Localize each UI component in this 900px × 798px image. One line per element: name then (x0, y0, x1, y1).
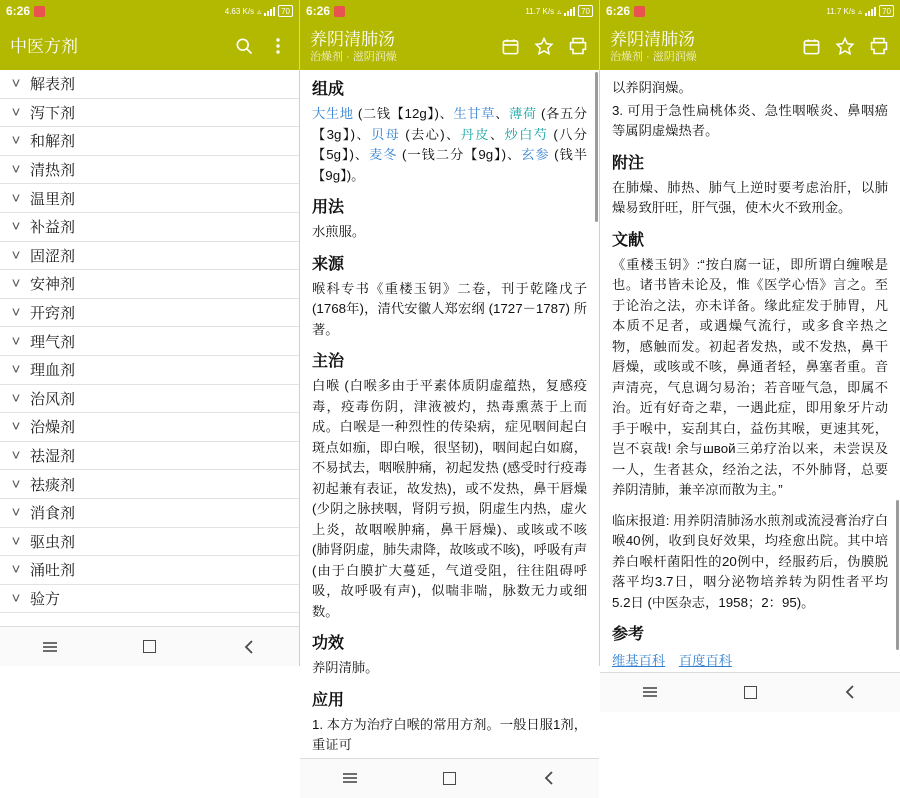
sidebar-item-label: 解表剂 (30, 76, 76, 94)
home-square-icon[interactable] (129, 633, 169, 661)
sidebar-item-label: 补益剂 (30, 219, 76, 237)
chevron-down-icon: ˅ (11, 532, 21, 550)
system-nav-bar (0, 626, 299, 666)
composition-text: (钱半【9g】)。 (312, 147, 587, 183)
literature-text: 《重楼玉钥》:“按白腐一证，即所谓白缠喉是也。诸书皆未论及，惟《医学心悟》言之。至于论治之法，亦未详备。缘此症发于肺胃，凡本质不足者，或遇燥气流行，或多食辛热之物，感触而发。初起者发热，或不发热，鼻干唇燥，或咳或不咳，鼻通者轻，鼻塞者重。音声清亮，气息调匀易治；若音哑气急，即属不治。近有好奇之辈，一遇此症，即用象牙片动手于喉中，妄刮其白，益伤其喉，更速其死，岂不哀哉! 余与швой三弟疗治以来，未尝误及一人，生者甚众，经治之法，不外肺肾，总要养阴清肺，兼辛凉而散为主。” (612, 256, 888, 497)
section-heading-reference: 参考 (612, 626, 645, 643)
system-nav-bar (300, 758, 599, 798)
application-item-3: 3. 可用于急性扁桃体炎、急性咽喉炎、鼻咽癌等属阴虚燥热者。 (612, 102, 888, 138)
panel-formula-detail-top (300, 0, 600, 752)
status-clock: 6:26 (306, 4, 331, 18)
lead-text: 以养阴润燥。 (612, 80, 692, 95)
chevron-down-icon: ˅ (11, 75, 21, 93)
calendar-icon[interactable] (499, 35, 521, 57)
chevron-down-icon: ˅ (11, 103, 21, 121)
home-square-icon[interactable] (429, 764, 469, 792)
herb-link[interactable]: 丹皮 (460, 126, 490, 142)
panel-formula-detail-bottom (600, 0, 900, 666)
section-heading-source: 来源 (312, 255, 345, 273)
chevron-down-icon: ˅ (11, 561, 21, 579)
chevron-down-icon: ˅ (11, 447, 21, 465)
battery-level-label: 70 (882, 7, 891, 16)
section-heading-literature: 文献 (612, 231, 645, 249)
sidebar-item-label: 理气剂 (30, 333, 76, 351)
page-subtitle: 治燥剂 · 滋阴润燥 (310, 50, 397, 63)
status-bar (600, 0, 900, 22)
status-clock: 6:26 (6, 4, 31, 18)
category-list[interactable] (0, 70, 299, 626)
app-bar-titles (10, 36, 233, 57)
sidebar-item-16[interactable] (0, 528, 299, 557)
back-chevron-icon[interactable] (529, 764, 569, 792)
composition-text: (二钱【12g】)、 (353, 106, 454, 121)
signal-bars-icon (564, 6, 575, 16)
status-bar (300, 0, 599, 22)
herb-link[interactable]: 大生地 (312, 106, 354, 121)
vertical-scrollbar[interactable] (896, 500, 899, 650)
chevron-down-icon: ˅ (11, 475, 21, 493)
wifi-icon: ▵ (257, 6, 262, 16)
reference-link-baidu[interactable]: 百度百科 (678, 653, 733, 668)
chevron-down-icon: ˅ (11, 389, 21, 407)
sidebar-item-label: 涌吐剂 (30, 562, 76, 580)
sidebar-item-11[interactable] (0, 385, 299, 414)
panel-formula-list (0, 0, 300, 666)
indications-text: 白喉 (白喉多由于平素体质阴虚蕴热，复感疫毒，疫毒伤阴，津液被灼，热毒熏蒸于上而成。白喉是一种烈性的传染病，症见咽间起白斑点如痂，即白喉，很坚韧)，咽间起白如腐，不易拭去，咽喉肿痛，初起发热 (感受时行疫毒初起兼有表证，故发热)，或不发热，鼻干唇燥 (少阴之脉挟咽，肾阴亏损，阴虚生内热，虚火上炎，故咽喉肿痛，鼻干唇燥)、或咳或不咳 (肺肾阴虚，肺失肃降，故咳或不咳)，呼吸有声 (由于白膜扩大蔓延，气道受阻，往往阻碍呼吸，故呼吸有声)，似喘非喘，脉数无力或细数。 (312, 378, 587, 619)
detail-content[interactable] (600, 70, 900, 672)
app-bar-actions (233, 35, 289, 57)
alarm-square-icon (334, 6, 345, 17)
star-outline-icon[interactable] (533, 35, 555, 57)
sidebar-item-7[interactable] (0, 270, 299, 299)
chevron-down-icon: ˅ (11, 218, 21, 236)
herb-link[interactable]: 炒白芍 (504, 126, 549, 142)
more-vertical-icon[interactable] (267, 35, 289, 57)
chevron-down-icon: ˅ (11, 275, 21, 293)
battery-indicator (278, 5, 293, 17)
network-rate-label: 4.63 K/s (224, 6, 255, 16)
status-bar (0, 0, 299, 22)
app-bar-titles (610, 29, 800, 64)
section-heading-effect: 功效 (312, 635, 345, 652)
signal-bars-icon (264, 6, 275, 16)
wifi-icon: ▵ (858, 6, 863, 16)
app-title: 中医方剂 (10, 36, 78, 56)
usage-text: 水煎服。 (312, 224, 366, 239)
sidebar-item-label: 祛湿剂 (30, 448, 76, 466)
star-outline-icon[interactable] (834, 35, 856, 57)
sidebar-item-9[interactable] (0, 327, 299, 356)
sidebar-item-2[interactable] (0, 127, 299, 156)
app-bar-main (0, 22, 299, 70)
chevron-down-icon: ˅ (11, 189, 21, 207)
sidebar-item-label: 治燥剂 (30, 419, 76, 437)
sidebar-item-label: 安神剂 (30, 276, 76, 294)
chevron-down-icon: ˅ (11, 589, 21, 607)
detail-content[interactable] (300, 70, 599, 758)
back-chevron-icon[interactable] (229, 633, 269, 661)
app-bar-actions (800, 35, 890, 57)
sidebar-item-label: 和解剂 (30, 133, 76, 151)
chevron-down-icon: ˅ (11, 132, 21, 150)
system-nav-bar (600, 672, 900, 712)
clinical-report-text: 临床报道: 用养阴清肺汤水煎剂或流浸膏治疗白喉40例，收到良好效果，均痊愈出院。其中培养白喉杆菌阳性的20例中，经服药后，伪膜脱落平均3.7日，咽分泌物培养转为阴性者平均5.2日 (中医杂志，1958；2：95)。 (612, 512, 888, 610)
page-title: 养阴清肺汤 (310, 29, 395, 49)
app-bar-detail (600, 22, 900, 70)
page-subtitle: 治燥剂 · 滋阴润燥 (610, 50, 697, 63)
sidebar-item-6[interactable] (0, 242, 299, 271)
herb-link[interactable]: 生甘草 (453, 106, 496, 121)
vertical-scrollbar[interactable] (595, 72, 598, 222)
calendar-icon[interactable] (800, 35, 822, 57)
print-icon[interactable] (868, 35, 890, 57)
alarm-square-icon (634, 6, 645, 17)
battery-level-label: 70 (281, 7, 290, 16)
effect-text: 养阴清肺。 (312, 660, 379, 675)
sidebar-item-15[interactable] (0, 499, 299, 528)
sidebar-item-1[interactable] (0, 99, 299, 128)
menu-icon[interactable] (30, 633, 70, 661)
chevron-down-icon: ˅ (11, 161, 21, 179)
herb-link[interactable]: 麦冬 (369, 147, 398, 162)
signal-bars-icon (865, 6, 876, 16)
sidebar-item-label: 温里剂 (30, 190, 76, 208)
battery-indicator (879, 5, 894, 17)
sidebar-item-3[interactable] (0, 156, 299, 185)
battery-level-label: 70 (581, 7, 590, 16)
print-icon[interactable] (567, 35, 589, 57)
chevron-down-icon: ˅ (11, 304, 21, 322)
chevron-down-icon: ˅ (11, 504, 21, 522)
section-heading-usage: 用法 (312, 199, 345, 216)
section-heading-application: 应用 (312, 691, 345, 709)
page-title: 养阴清肺汤 (610, 29, 695, 49)
battery-indicator (578, 5, 593, 17)
sidebar-item-5[interactable] (0, 213, 299, 242)
sidebar-item-label: 泻下剂 (30, 104, 76, 122)
app-bar-titles (310, 29, 499, 64)
status-left (306, 4, 345, 18)
status-left (606, 4, 645, 18)
chevron-down-icon: ˅ (11, 246, 21, 264)
herb-link[interactable]: 薄荷 (508, 106, 537, 121)
status-right (826, 5, 894, 17)
chevron-down-icon: ˅ (11, 361, 21, 379)
composition-text: (八分【5g】)、 (312, 126, 588, 162)
composition-paragraph (312, 104, 587, 186)
menu-icon[interactable] (330, 764, 370, 792)
reference-links (612, 651, 888, 672)
sidebar-item-label: 驱虫剂 (30, 533, 76, 551)
sidebar-item-label: 验方 (30, 590, 61, 608)
herb-link[interactable]: 贝母 (371, 126, 401, 142)
sidebar-item-label: 开窍剂 (30, 305, 76, 323)
back-chevron-icon[interactable] (830, 678, 870, 706)
sidebar-item-label: 清热剂 (30, 162, 76, 180)
home-square-icon[interactable] (730, 678, 770, 706)
source-text: 喉科专书《重楼玉钥》二卷，刊于乾隆戊子 (1768年)，清代安徽人郑宏纲 (1727－1787) 所著。 (312, 280, 587, 337)
section-heading-indications: 主治 (312, 353, 345, 370)
section-heading-notes: 附注 (612, 154, 645, 172)
sidebar-item-label: 治风剂 (30, 390, 76, 408)
notes-text: 在肺燥、肺热、肺气上逆时要考虑治肝，以肺燥易致肝旺，肝气强，使木火不致刑金。 (612, 179, 888, 215)
sidebar-item-14[interactable] (0, 470, 299, 499)
composition-text: (去心)、 (400, 126, 461, 142)
status-right (525, 5, 593, 17)
sidebar-item-18[interactable] (0, 585, 299, 614)
sidebar-item-10[interactable] (0, 356, 299, 385)
composition-text: 、 (489, 126, 505, 142)
app-bar-actions (499, 35, 589, 57)
composition-text: (一钱二分【9g】)、 (397, 147, 522, 162)
sidebar-item-label: 固涩剂 (30, 247, 76, 265)
herb-link[interactable]: 玄参 (521, 147, 550, 162)
chevron-down-icon: ˅ (11, 418, 21, 436)
status-right (225, 5, 293, 17)
sidebar-item-label: 理血剂 (30, 362, 76, 380)
sidebar-item-label: 消食剂 (30, 505, 76, 523)
status-clock: 6:26 (606, 4, 631, 18)
wifi-icon: ▵ (557, 6, 562, 16)
menu-icon[interactable] (630, 678, 670, 706)
sidebar-item-17[interactable] (0, 556, 299, 585)
sidebar-item-0[interactable] (0, 70, 299, 99)
app-bar-detail (300, 22, 599, 70)
network-rate-label: 11.7 K/s (826, 6, 856, 16)
composition-text: (各五分【3g】)、 (312, 106, 588, 142)
section-heading-composition: 组成 (312, 81, 345, 98)
sidebar-item-8[interactable] (0, 299, 299, 328)
search-icon[interactable] (233, 35, 255, 57)
sidebar-item-12[interactable] (0, 413, 299, 442)
alarm-square-icon (34, 6, 45, 17)
sidebar-item-label: 祛痰剂 (30, 476, 76, 494)
network-rate-label: 11.7 K/s (525, 6, 555, 16)
status-left (6, 4, 45, 18)
application-text: 1. 本方为治疗白喉的常用方剂。一般日服1剂，重证可 (312, 716, 587, 752)
sidebar-item-4[interactable] (0, 184, 299, 213)
reference-link-wikipedia[interactable]: 维基百科 (612, 653, 666, 668)
composition-text: 、 (495, 106, 509, 121)
chevron-down-icon: ˅ (11, 332, 21, 350)
sidebar-item-13[interactable] (0, 442, 299, 471)
